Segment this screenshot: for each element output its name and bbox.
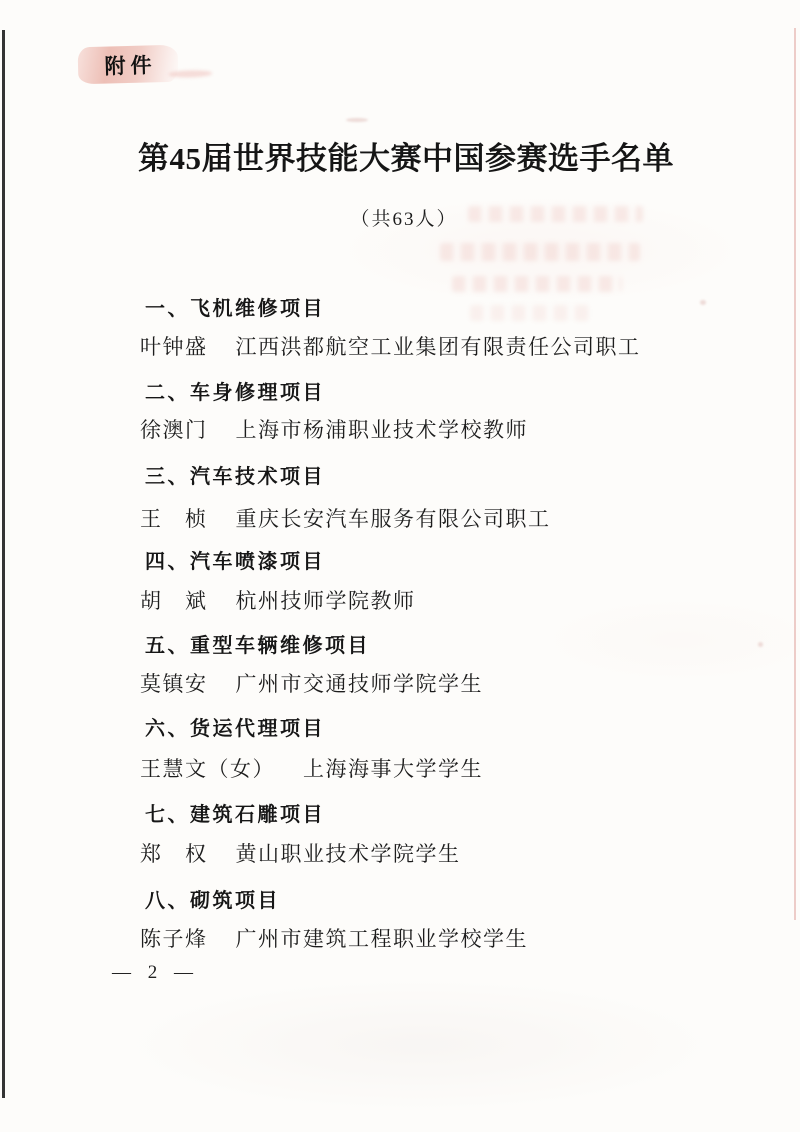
bleed-through-mark — [470, 305, 590, 321]
section-heading-4: 四、汽车喷漆项目 — [145, 551, 325, 573]
competitor-affiliation: 重庆长安汽车服务有限公司职工 — [235, 507, 551, 531]
scan-edge-line-left — [2, 30, 5, 1098]
competitor-entry — [140, 414, 528, 444]
competitor-name: 陈子烽 — [140, 927, 208, 951]
section-heading-2: 二、车身修理项目 — [145, 382, 325, 404]
attachment-label: 附件 — [104, 53, 157, 79]
competitor-affiliation: 杭州技师学院教师 — [235, 589, 416, 613]
competitor-entry — [140, 331, 641, 361]
section-heading-7: 七、建筑石雕项目 — [145, 804, 325, 826]
attachment-label-highlight — [78, 45, 179, 85]
competitor-count: （共63人） — [350, 209, 458, 230]
page-title: 第45届世界技能大赛中国参赛选手名单 — [138, 141, 674, 176]
competitor-name: 叶钟盛 — [140, 335, 208, 359]
competitor-affiliation: 广州市交通技师学院学生 — [235, 672, 483, 696]
scan-speckle — [758, 642, 763, 647]
bleed-through-mark — [452, 276, 622, 292]
competitor-affiliation: 上海海事大学学生 — [303, 757, 483, 781]
competitor-affiliation: 上海市杨浦职业技术学校教师 — [235, 418, 528, 442]
scan-speckle — [346, 118, 368, 122]
competitor-name: 郑 权 — [140, 842, 208, 866]
section-heading-1: 一、飞机维修项目 — [145, 298, 325, 320]
competitor-entry — [140, 503, 551, 533]
bleed-through-mark — [440, 243, 640, 261]
section-heading-5: 五、重型车辆维修项目 — [145, 635, 370, 657]
competitor-name: 徐澳门 — [140, 418, 208, 442]
section-heading-3: 三、汽车技术项目 — [145, 466, 325, 488]
competitor-entry — [140, 668, 483, 698]
competitor-name: 胡 斌 — [140, 589, 208, 613]
section-heading-8: 八、砌筑项目 — [145, 890, 280, 912]
competitor-affiliation: 广州市建筑工程职业学校学生 — [235, 927, 528, 951]
competitor-name: 王 桢 — [140, 507, 208, 531]
competitor-entry — [140, 753, 483, 783]
competitor-name: 王慧文（女） — [140, 757, 275, 781]
page-number: — 2 — — [112, 962, 199, 983]
competitor-entry — [140, 585, 416, 615]
competitor-entry — [140, 838, 461, 868]
competitor-affiliation: 黄山职业技术学院学生 — [235, 842, 461, 866]
competitor-entry — [140, 923, 528, 953]
competitor-affiliation: 江西洪都航空工业集团有限责任公司职工 — [235, 335, 641, 359]
scan-speckle — [700, 300, 706, 305]
section-heading-6: 六、货运代理项目 — [145, 718, 325, 740]
competitor-name: 莫镇安 — [140, 672, 208, 696]
